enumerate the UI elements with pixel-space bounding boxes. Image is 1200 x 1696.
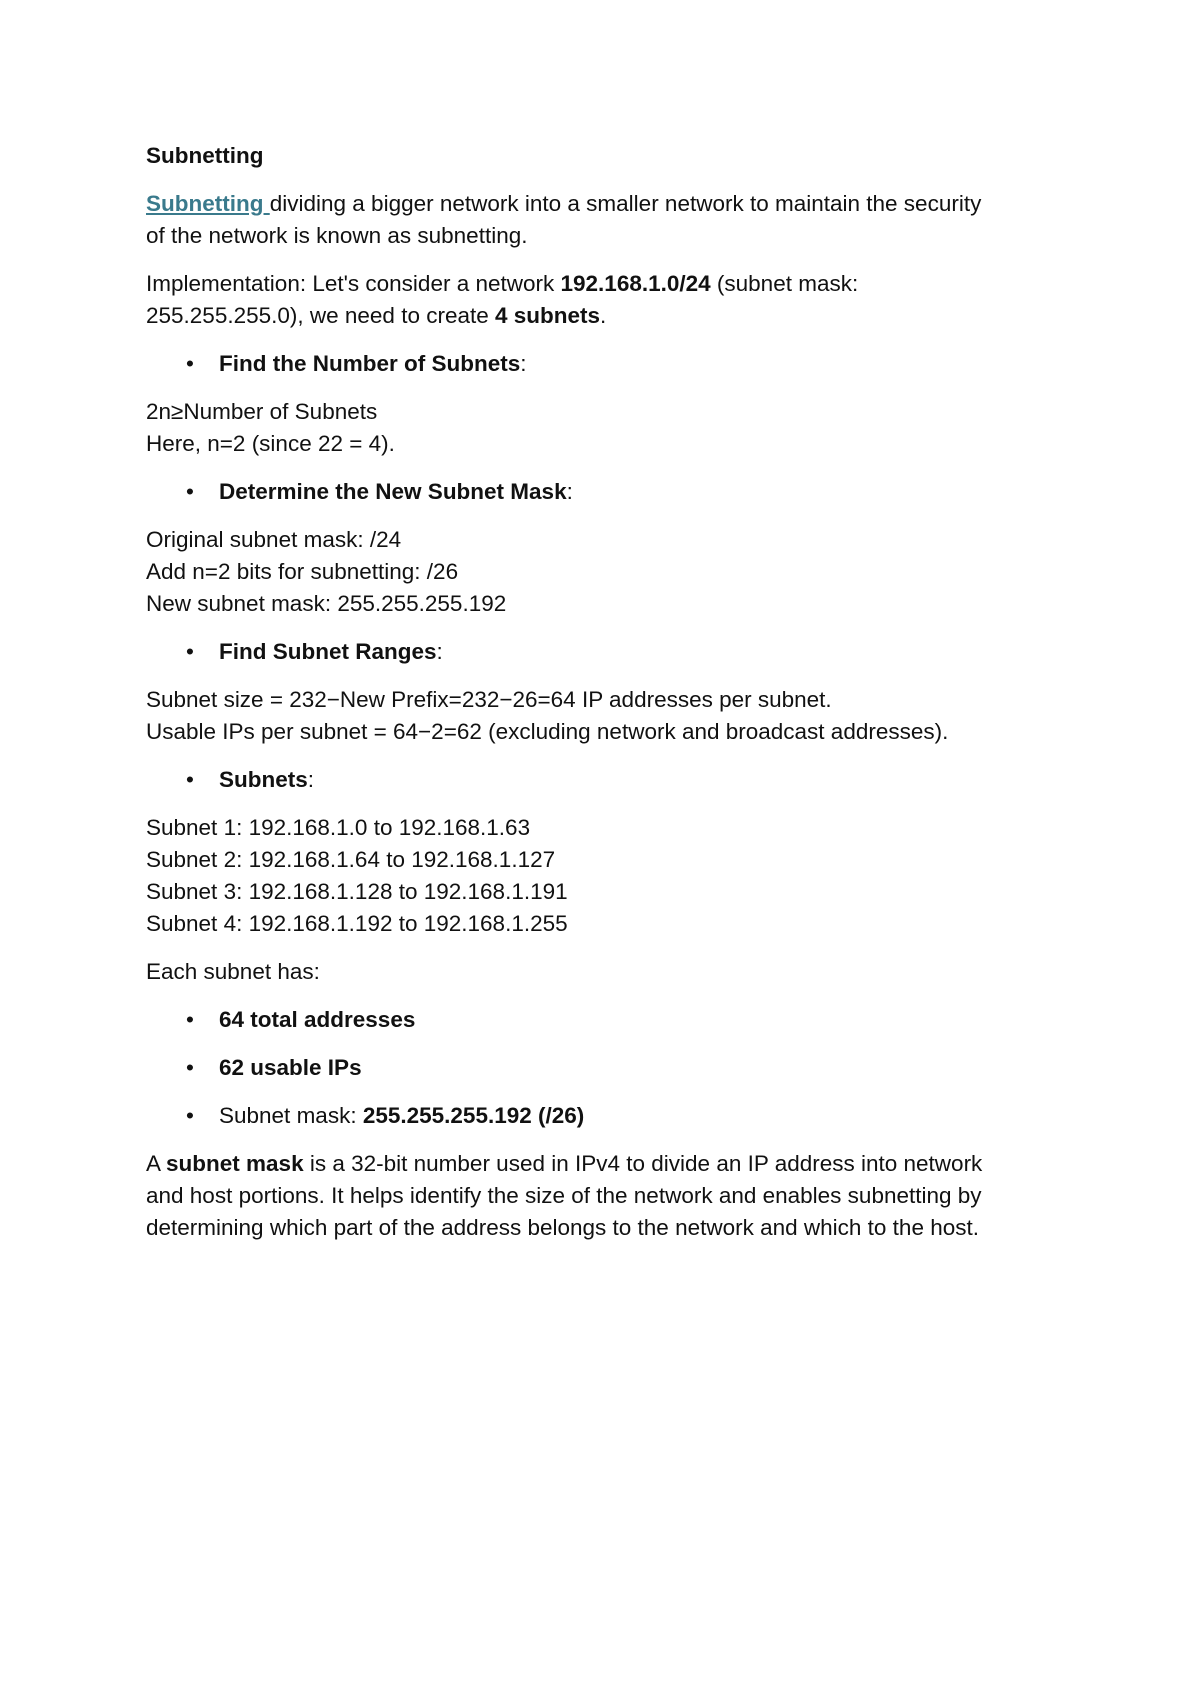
step-3-line: Usable IPs per subnet = 64−2=62 (excluding network and broadcast addresses).	[146, 719, 949, 744]
summary-mask-label: Subnet mask:	[219, 1103, 363, 1128]
step-3-body	[146, 684, 1066, 748]
conclusion-line-2: and host portions. It helps identify the size of the network and enables subnetting by	[146, 1183, 982, 1208]
step-1-heading: Find the Number of Subnets	[219, 351, 521, 376]
step-1-line: Here, n=2 (since 22 = 4).	[146, 431, 395, 456]
step-2-colon: :	[566, 479, 573, 504]
subnet-range: Subnet 2: 192.168.1.64 to 192.168.1.127	[146, 847, 556, 872]
step-3-colon: :	[436, 639, 443, 664]
summary-mask-value: 255.255.255.192 (/26)	[362, 1103, 585, 1128]
implementation-line2-pre: 255.255.255.0), we need to create	[146, 303, 496, 328]
summary-usable-bullet	[146, 1052, 1066, 1084]
bullet-dot: •	[186, 639, 194, 664]
document-page	[146, 140, 1066, 1260]
subnet-range: Subnet 1: 192.168.1.0 to 192.168.1.63	[146, 815, 531, 840]
implementation-line-1	[146, 268, 1066, 300]
intro-line-2: of the network is known as subnetting.	[146, 223, 528, 248]
step-4-heading: Subnets	[219, 767, 308, 792]
step-1-colon: :	[520, 351, 527, 376]
summary-total: 64 total addresses	[219, 1007, 416, 1032]
step-1-body	[146, 396, 1066, 460]
conclusion-term: subnet mask	[166, 1151, 304, 1176]
implementation-mid: (subnet mask:	[710, 271, 859, 296]
subnetting-link[interactable]: Subnetting	[146, 191, 270, 216]
intro-line-1	[146, 188, 1066, 220]
subnet-range: Subnet 4: 192.168.1.192 to 192.168.1.255	[146, 911, 568, 936]
bullet-dot: •	[186, 351, 194, 376]
bullet-dot: •	[186, 479, 194, 504]
conclusion-line1-rest: is a 32-bit number used in IPv4 to divide an IP address into network	[303, 1151, 983, 1176]
bullet-dot: •	[186, 767, 194, 792]
step-3-line: Subnet size = 232−New Prefix=232−26=64 IP addresses per subnet.	[146, 687, 832, 712]
step-2-line: New subnet mask: 255.255.255.192	[146, 591, 507, 616]
conclusion-line-3: determining which part of the address belongs to the network and which to the host.	[146, 1215, 979, 1240]
step-2-line: Add n=2 bits for subnetting: /26	[146, 559, 459, 584]
subnet-range: Subnet 3: 192.168.1.128 to 192.168.1.191	[146, 879, 568, 904]
step-2-line: Original subnet mask: /24	[146, 527, 402, 552]
document-title: Subnetting	[146, 143, 264, 168]
step-2-heading: Determine the New Subnet Mask	[219, 479, 567, 504]
network-address: 192.168.1.0/24	[560, 271, 711, 296]
step-4-colon: :	[307, 767, 315, 792]
step-2-body	[146, 524, 1066, 620]
intro-text: dividing a bigger network into a smaller network to maintain the security	[269, 191, 982, 216]
conclusion-paragraph	[146, 1148, 1066, 1244]
bullet-dot: •	[186, 1055, 194, 1080]
conclusion-article: A	[146, 1151, 167, 1176]
implementation-paragraph	[146, 268, 1066, 332]
step-1-bullet	[146, 348, 1066, 380]
implementation-line2-post: .	[600, 303, 607, 328]
summary-usable: 62 usable IPs	[219, 1055, 362, 1080]
step-2-bullet	[146, 476, 1066, 508]
implementation-line-2	[146, 300, 1066, 332]
summary-mask-bullet	[146, 1100, 1066, 1132]
step-1-line: 2n≥Number of Subnets	[146, 399, 378, 424]
bullet-dot: •	[186, 1007, 194, 1032]
intro-paragraph	[146, 188, 1066, 252]
subnet-list	[146, 812, 1066, 940]
step-4-bullet	[146, 764, 1066, 796]
implementation-prefix: Implementation: Let's consider a network	[146, 271, 561, 296]
each-subnet-text: Each subnet has:	[146, 959, 320, 984]
bullet-dot: •	[186, 1103, 194, 1128]
summary-total-bullet	[146, 1004, 1066, 1036]
step-3-heading: Find Subnet Ranges	[219, 639, 437, 664]
step-3-bullet	[146, 636, 1066, 668]
subnet-count: 4 subnets	[495, 303, 601, 328]
conclusion-line-1	[146, 1148, 1066, 1180]
